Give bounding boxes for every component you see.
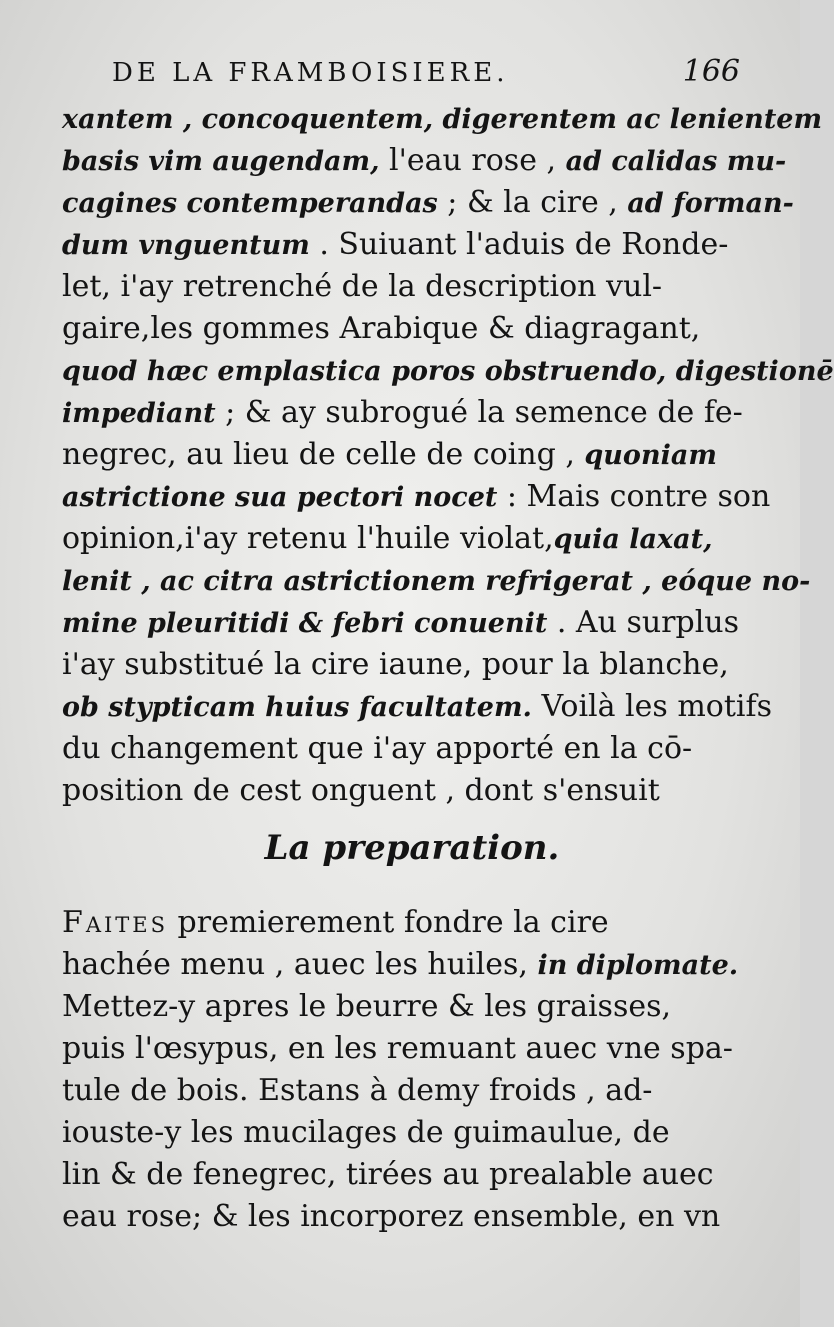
text-line: [62, 1112, 762, 1154]
text-line: [62, 98, 823, 140]
latin-phrase: quia laxat,: [553, 524, 713, 555]
text-segment: hachée menu , auec les huiles,: [62, 947, 538, 982]
page-header: [112, 48, 740, 96]
text-segment: tule de bois. Estans à demy froids , ad-: [62, 1073, 653, 1108]
latin-phrase: ad calidas mu-: [565, 146, 787, 177]
latin-phrase: cagines contemperandas: [62, 188, 438, 219]
text-segment: . Au surplus: [547, 605, 740, 640]
text-line: [62, 392, 762, 434]
text-segment: negrec, au lieu de celle de coing ,: [62, 437, 585, 472]
text-segment: position de cest onguent , dont s'ensuit: [62, 773, 660, 808]
text-segment: du changement que i'ay apporté en la cō-: [62, 731, 693, 766]
page-number: 166: [682, 54, 740, 89]
text-line: [62, 560, 811, 602]
text-segment: iouste-y les mucilages de guimaulue, de: [62, 1115, 670, 1150]
text-line: [62, 1154, 762, 1196]
latin-phrase: ad forman-: [627, 188, 794, 219]
text-segment: premierement fondre la cire: [168, 905, 609, 940]
text-line: [62, 1028, 762, 1070]
text-line: [62, 140, 787, 182]
text-segment: Mettez-y apres le beurre & les graisses,: [62, 989, 672, 1024]
latin-phrase: astrictione sua pectori nocet: [62, 482, 498, 513]
text-line: [62, 434, 762, 476]
latin-phrase: mine pleuritidi & febri conuenit: [62, 608, 548, 639]
text-segment: ; & la cire ,: [437, 185, 628, 220]
latin-phrase: quoniam: [584, 440, 717, 471]
page-body: [62, 98, 834, 1238]
section-heading: La preparation.: [264, 828, 560, 868]
spacer: [62, 884, 762, 902]
text-segment: lin & de fenegrec, tirées au prealable auec: [62, 1157, 714, 1192]
text-line: [62, 266, 762, 308]
text-line: [62, 1196, 762, 1238]
latin-phrase: quod hæc emplastica poros obstruendo, digestionē: [62, 356, 834, 387]
text-line: [62, 686, 772, 728]
text-segment: eau rose; & les incorporez ensemble, en vn: [62, 1199, 721, 1234]
text-segment: puis l'œsypus, en les remuant auec vne spa-: [62, 1031, 733, 1066]
text-line: [62, 944, 762, 986]
text-line: [62, 476, 771, 518]
paragraph-1: [62, 98, 834, 812]
text-line: [62, 770, 762, 812]
latin-phrase: lenit , ac citra astrictionem refrigerat , eóque no-: [62, 566, 811, 597]
latin-phrase: ob stypticam huius facultatem.: [62, 692, 532, 723]
text-segment: gaire,les gommes Arabique & diagragant,: [62, 311, 701, 346]
latin-phrase: dum vnguentum: [62, 230, 310, 261]
paragraph-2: [62, 902, 762, 1238]
text-line: [62, 902, 762, 944]
latin-phrase: basis vim augendam,: [62, 146, 380, 177]
text-segment: Voilà les motifs: [531, 689, 772, 724]
text-segment: Faites: [62, 905, 168, 940]
text-line: [62, 308, 762, 350]
text-line: [62, 644, 762, 686]
latin-phrase: in diplomate.: [537, 950, 739, 981]
text-segment: : Mais contre son: [497, 479, 771, 514]
text-segment: l'eau rose ,: [379, 143, 566, 178]
latin-phrase: xantem , concoquentem, digerentem ac lenientem: [62, 104, 823, 135]
text-segment: opinion,i'ay retenu l'huile violat,: [62, 521, 554, 556]
text-segment: i'ay substitué la cire iaune, pour la blanche,: [62, 647, 729, 682]
text-line: [62, 728, 762, 770]
latin-phrase: impediant: [62, 398, 216, 429]
text-line: [62, 224, 762, 266]
running-head: DE LA FRAMBOISIERE.: [112, 58, 509, 88]
text-line: [62, 986, 762, 1028]
text-line: [62, 602, 762, 644]
text-line: [62, 182, 794, 224]
text-line: [62, 350, 834, 392]
text-segment: let, i'ay retrenché de la description vul-: [62, 269, 663, 304]
text-line: [62, 1070, 762, 1112]
text-line: [62, 518, 762, 560]
text-segment: . Suiuant l'aduis de Ronde-: [309, 227, 729, 262]
text-segment: ; & ay subrogué la semence de fe-: [215, 395, 743, 430]
